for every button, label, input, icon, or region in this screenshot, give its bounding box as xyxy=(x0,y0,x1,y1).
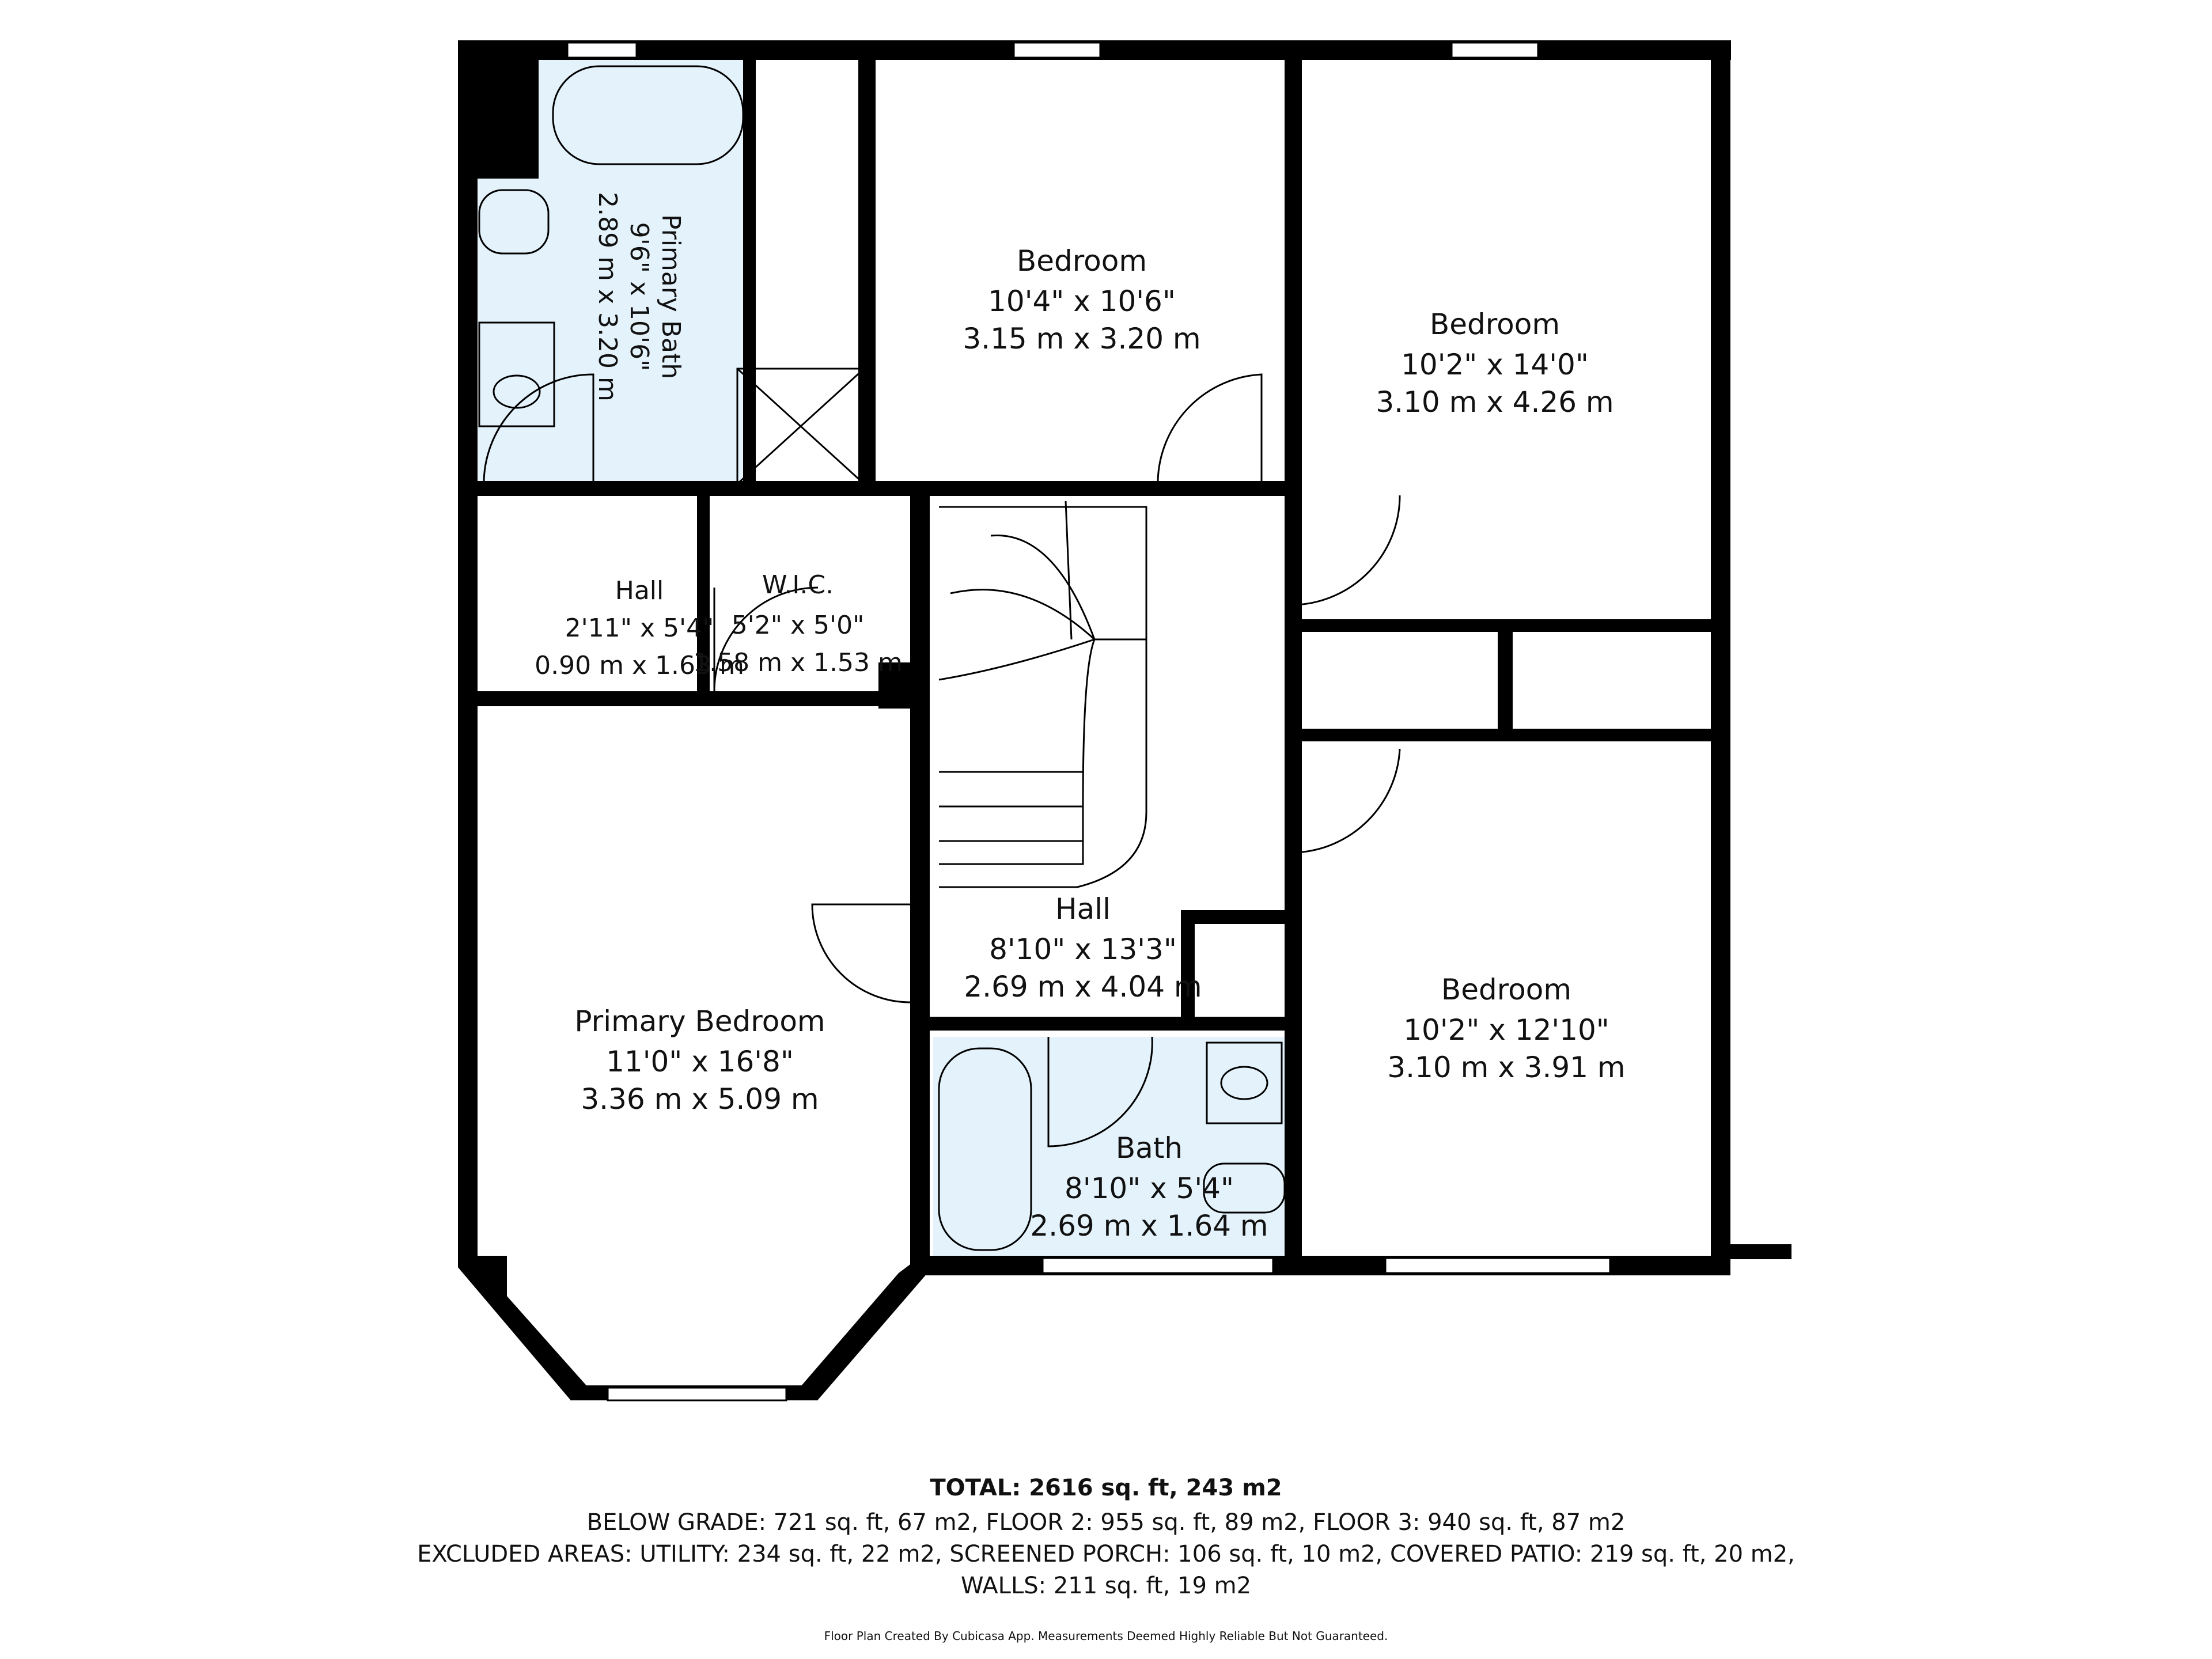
bedroom-top-imperial: 10'4" x 10'6" xyxy=(988,285,1176,318)
total-area: TOTAL: 2616 sq. ft, 243 m2 xyxy=(930,1475,1282,1501)
wic-imperial: 5'2" x 5'0" xyxy=(731,611,865,640)
bedroom-lower-label: Bedroom xyxy=(1441,973,1572,1006)
primary-bedroom-label: Primary Bedroom xyxy=(574,1005,825,1038)
wic-label: W.I.C. xyxy=(762,570,834,600)
hall-main-metric: 2.69 m x 4.04 m xyxy=(964,970,1202,1003)
bath-imperial: 8'10" x 5'4" xyxy=(1065,1172,1234,1205)
bath-metric: 2.69 m x 1.64 m xyxy=(1030,1209,1268,1243)
excluded-areas: EXCLUDED AREAS: UTILITY: 234 sq. ft, 22 m2, SCREENED PORCH: 106 sq. ft, 10 m2, COVERED PATIO: 219 sq. ft, 20 m2, xyxy=(417,1541,1795,1567)
disclaimer: Floor Plan Created By Cubicasa App. Measurements Deemed Highly Reliable But Not Guaranteed. xyxy=(824,1629,1388,1643)
hall-main-label: Hall xyxy=(1055,892,1111,926)
bedroom-lower-imperial: 10'2" x 12'10" xyxy=(1403,1013,1609,1047)
bedroom-right-imperial: 10'2" x 14'0" xyxy=(1401,348,1589,381)
hall-small-label: Hall xyxy=(615,576,664,605)
wic-metric: 1.58 m x 1.53 m xyxy=(693,648,903,677)
bedroom-lower-metric: 3.10 m x 3.91 m xyxy=(1387,1051,1626,1084)
primary-bath-label: Primary Bath xyxy=(656,214,685,380)
area-breakdown: BELOW GRADE: 721 sq. ft, 67 m2, FLOOR 2: 955 sq. ft, 89 m2, FLOOR 3: 940 sq. ft, 87 m2 xyxy=(586,1509,1626,1536)
primary-bath-imperial: 9'6" x 10'6" xyxy=(624,222,654,372)
primary-bedroom-metric: 3.36 m x 5.09 m xyxy=(581,1082,819,1116)
hall-small-imperial: 2'11" x 5'4" xyxy=(565,613,714,643)
walls-area: WALLS: 211 sq. ft, 19 m2 xyxy=(960,1573,1252,1599)
bedroom-top-metric: 3.15 m x 3.20 m xyxy=(963,322,1201,355)
primary-bath-metric: 2.89 m x 3.20 m xyxy=(593,192,622,402)
bath-label: Bath xyxy=(1115,1131,1183,1165)
bedroom-top-label: Bedroom xyxy=(1016,244,1147,278)
hall-small-metric: 0.90 m x 1.63 m xyxy=(535,651,744,680)
bedroom-right-metric: 3.10 m x 4.26 m xyxy=(1376,385,1614,419)
bedroom-right-label: Bedroom xyxy=(1429,308,1560,341)
staircase xyxy=(939,501,1146,887)
primary-bedroom-imperial: 11'0" x 16'8" xyxy=(606,1045,794,1078)
hall-main-imperial: 8'10" x 13'3" xyxy=(989,933,1177,966)
